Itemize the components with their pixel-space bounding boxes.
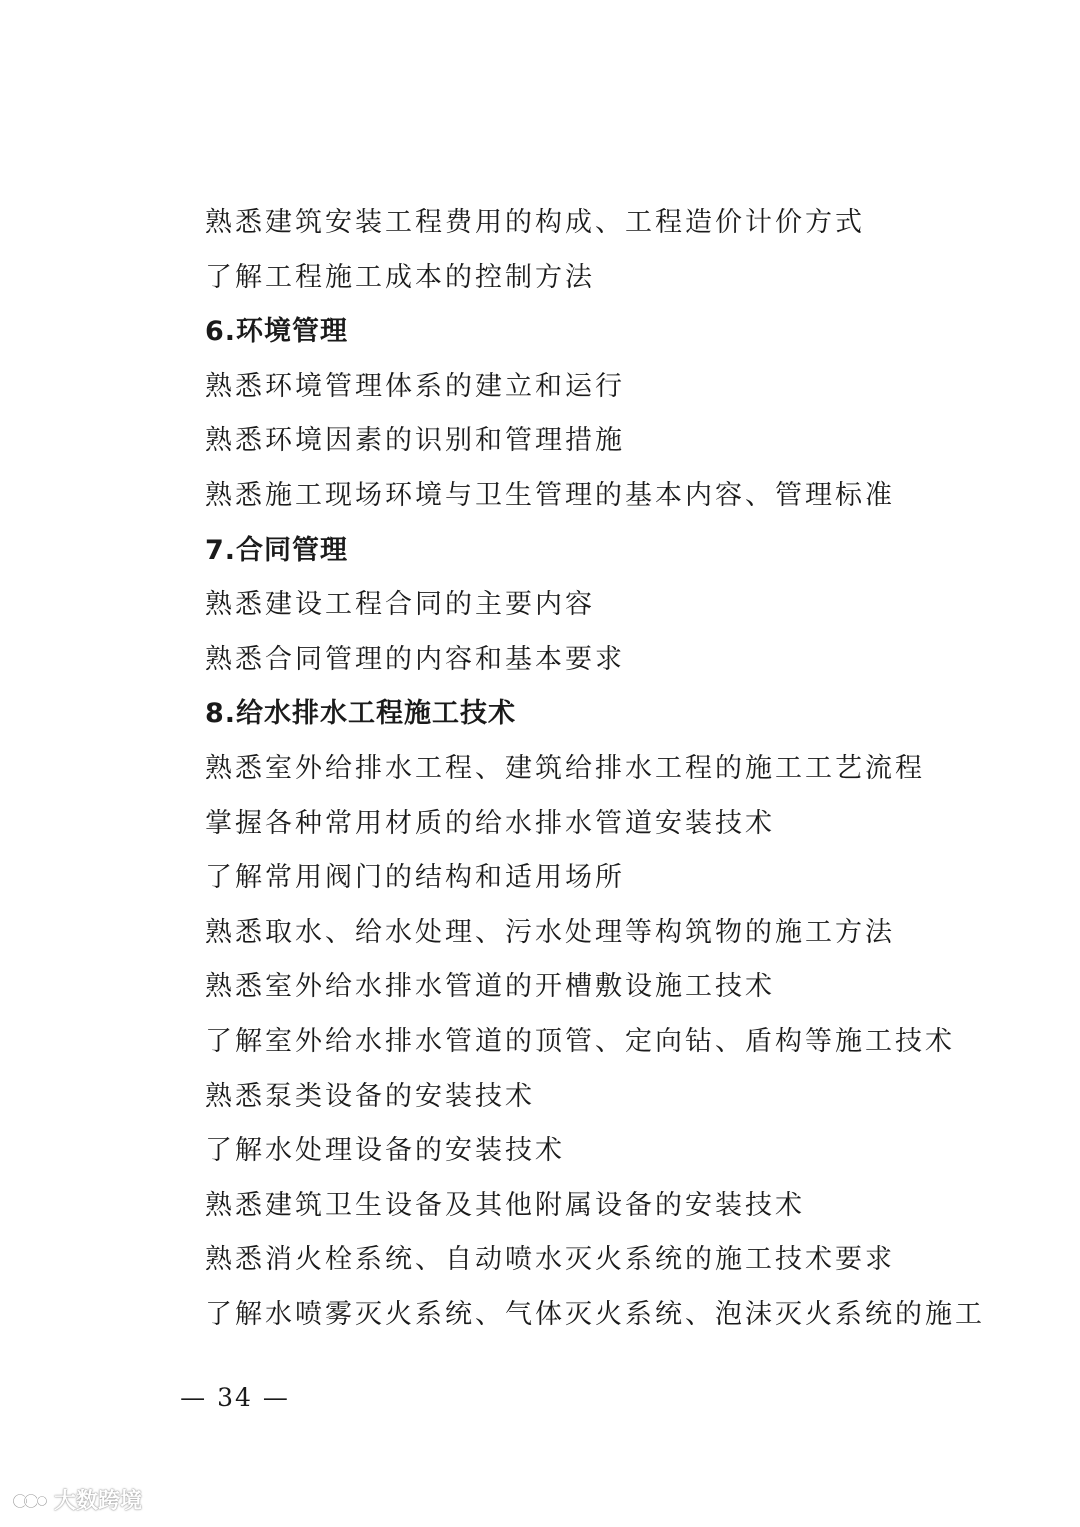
section-heading: 8.给水排水工程施工技术 bbox=[205, 698, 517, 730]
content-line: 熟悉取水、给水处理、污水处理等构筑物的施工方法 bbox=[205, 916, 895, 948]
content-line: 了解常用阀门的结构和适用场所 bbox=[205, 862, 625, 894]
watermark bbox=[12, 1484, 142, 1515]
content-line: 了解室外给水排水管道的顶管、定向钻、盾构等施工技术 bbox=[205, 1025, 955, 1057]
content-line: 熟悉施工现场环境与卫生管理的基本内容、管理标准 bbox=[205, 479, 895, 511]
content-line: 熟悉建筑卫生设备及其他附属设备的安装技术 bbox=[205, 1189, 805, 1221]
content-line: 熟悉室外给排水工程、建筑给排水工程的施工工艺流程 bbox=[205, 752, 925, 784]
content-line: 熟悉环境因素的识别和管理措施 bbox=[205, 425, 625, 457]
content-line: 熟悉建筑安装工程费用的构成、工程造价计价方式 bbox=[205, 207, 865, 238]
content-line: 熟悉消火栓系统、自动喷水灭火系统的施工技术要求 bbox=[205, 1244, 895, 1276]
content-line: 掌握各种常用材质的给水排水管道安装技术 bbox=[205, 807, 775, 839]
page-number: — 34 — bbox=[180, 1383, 290, 1412]
section-heading: 7.合同管理 bbox=[205, 534, 349, 566]
watermark-text: 大数跨境 bbox=[54, 1489, 143, 1514]
content-line: 熟悉泵类设备的安装技术 bbox=[205, 1080, 535, 1112]
content-line: 熟悉环境管理体系的建立和运行 bbox=[205, 370, 625, 402]
section-heading: 6.环境管理 bbox=[205, 316, 349, 348]
brand-logo-icon bbox=[12, 1489, 48, 1511]
content-line: 熟悉建设工程合同的主要内容 bbox=[205, 589, 595, 621]
content-line: 了解水喷雾灭火系统、气体灭火系统、泡沫灭火系统的施工 bbox=[205, 1298, 985, 1330]
content-line: 熟悉室外给水排水管道的开槽敷设施工技术 bbox=[205, 971, 775, 1003]
content-line: 了解水处理设备的安装技术 bbox=[205, 1135, 565, 1167]
content-line: 熟悉合同管理的内容和基本要求 bbox=[205, 643, 625, 675]
content-line: 了解工程施工成本的控制方法 bbox=[205, 261, 595, 293]
document-body bbox=[205, 196, 1025, 1342]
